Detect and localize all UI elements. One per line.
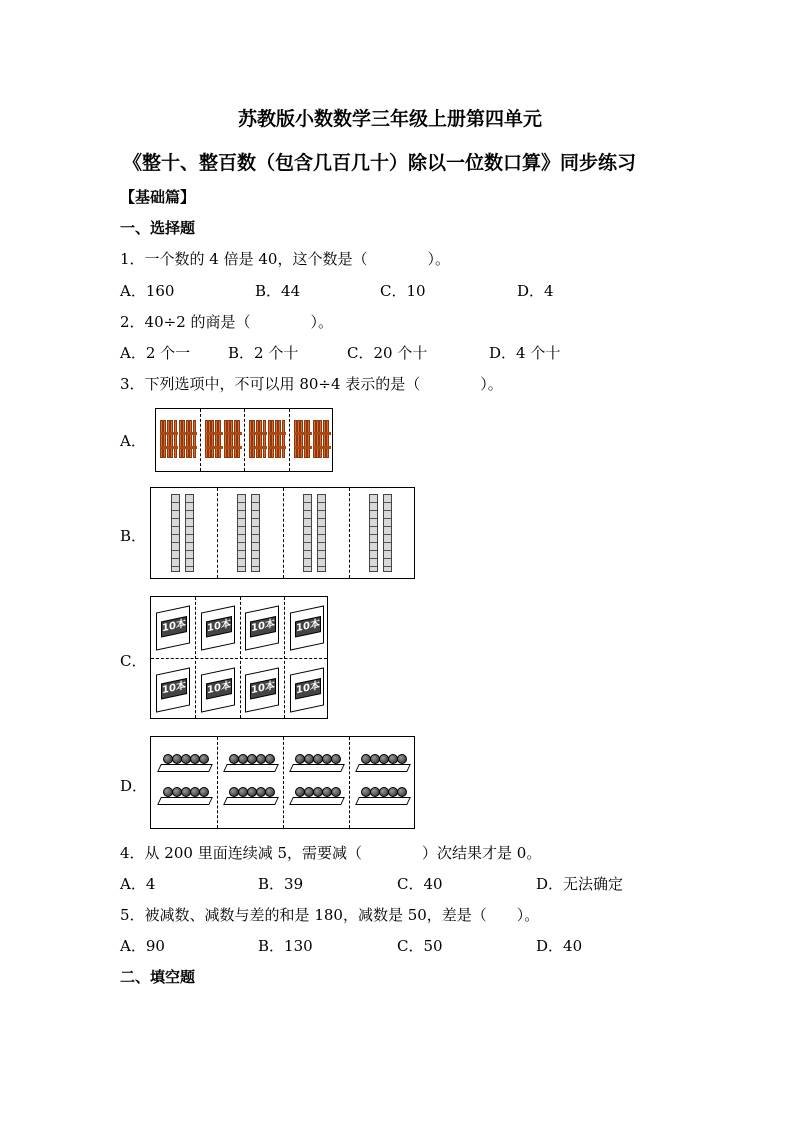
ball-tray-icon — [357, 785, 409, 805]
stick-bundle-icon — [160, 420, 178, 460]
stick-bundle-icon — [224, 420, 242, 460]
stick-bundle-icon — [205, 420, 223, 460]
divider — [151, 658, 327, 659]
q3-option-b-image[interactable] — [150, 487, 415, 579]
q3-option-b-label[interactable]: B． — [120, 527, 147, 545]
ball-tray-icon — [357, 752, 409, 772]
q4-option-d[interactable]: D．无法确定 — [536, 875, 624, 893]
cube-rod-icon — [251, 494, 260, 572]
q3-option-d-image[interactable] — [150, 736, 415, 829]
q5-option-d[interactable]: D．40 — [536, 937, 583, 955]
part1-heading: 一、选择题 — [120, 219, 196, 237]
ball-tray-icon — [225, 785, 277, 805]
stick-bundle-icon — [268, 420, 286, 460]
book-icon — [156, 667, 190, 712]
q5-option-c[interactable]: C．50 — [397, 937, 443, 955]
divider — [349, 737, 350, 828]
book-icon — [245, 667, 279, 712]
stick-bundle-icon — [294, 420, 312, 460]
divider — [200, 409, 201, 471]
q2-option-d[interactable]: D．4 个十 — [489, 344, 561, 362]
question-2: 2．40÷2 的商是（ ）。 — [120, 313, 334, 331]
book-label: 10本 — [206, 678, 232, 700]
question-1: 1．一个数的 4 倍是 40，这个数是（ ）。 — [120, 250, 450, 268]
divider — [349, 488, 350, 578]
page-subtitle: 《整十、整百数（包含几百几十）除以一位数口算》同步练习 — [123, 152, 637, 174]
cube-rod-icon — [237, 494, 246, 572]
book-label: 10本 — [295, 616, 321, 638]
part2-heading: 二、填空题 — [120, 968, 196, 986]
divider — [217, 488, 218, 578]
book-label: 10本 — [206, 616, 232, 638]
question-3: 3．下列选项中，不可以用 80÷4 表示的是（ ）。 — [120, 375, 503, 393]
ball-tray-icon — [291, 785, 343, 805]
q5-option-a[interactable]: A．90 — [120, 937, 165, 955]
q3-option-c-label[interactable]: C． — [120, 652, 147, 670]
divider — [217, 737, 218, 828]
q3-option-a-label[interactable]: A． — [120, 432, 146, 450]
cube-rod-icon — [317, 494, 326, 572]
book-label: 10本 — [161, 678, 187, 700]
q1-option-a[interactable]: A．160 — [120, 282, 175, 300]
section-basic-label: 【基础篇】 — [120, 188, 196, 206]
stick-bundle-icon — [313, 420, 331, 460]
book-label: 10本 — [161, 616, 187, 638]
question-4: 4．从 200 里面连续减 5，需要减（ ）次结果才是 0。 — [120, 844, 542, 862]
page-title: 苏教版小数数学三年级上册第四单元 — [238, 108, 543, 130]
book-icon — [156, 605, 190, 650]
cube-rod-icon — [171, 494, 180, 572]
q5-option-b[interactable]: B．130 — [258, 937, 313, 955]
ball-tray-icon — [225, 752, 277, 772]
q3-option-d-label[interactable]: D． — [120, 777, 148, 795]
book-icon — [290, 667, 324, 712]
q2-option-c[interactable]: C．20 个十 — [347, 344, 428, 362]
q1-option-c[interactable]: C．10 — [380, 282, 426, 300]
divider — [283, 737, 284, 828]
ball-tray-icon — [159, 785, 211, 805]
cube-rod-icon — [185, 494, 194, 572]
q4-option-a[interactable]: A．4 — [120, 875, 156, 893]
question-5: 5．被减数、减数与差的和是 180，减数是 50，差是（ ）。 — [120, 906, 540, 924]
q4-option-b[interactable]: B．39 — [258, 875, 304, 893]
ball-tray-icon — [291, 752, 343, 772]
stick-bundle-icon — [249, 420, 267, 460]
q3-option-a-image[interactable] — [155, 408, 333, 472]
divider — [289, 409, 290, 471]
q3-option-c-image[interactable] — [150, 596, 328, 719]
book-icon — [290, 605, 324, 650]
book-icon — [201, 605, 235, 650]
ball-tray-icon — [159, 752, 211, 772]
cube-rod-icon — [303, 494, 312, 572]
q1-option-d[interactable]: D．4 — [517, 282, 554, 300]
q2-option-b[interactable]: B．2 个十 — [228, 344, 299, 362]
cube-rod-icon — [369, 494, 378, 572]
divider — [244, 409, 245, 471]
cube-rod-icon — [383, 494, 392, 572]
q4-option-c[interactable]: C．40 — [397, 875, 443, 893]
q1-option-b[interactable]: B．44 — [255, 282, 301, 300]
book-label: 10本 — [295, 678, 321, 700]
q2-option-a[interactable]: A．2 个一 — [120, 344, 191, 362]
book-icon — [245, 605, 279, 650]
stick-bundle-icon — [179, 420, 197, 460]
book-label: 10本 — [250, 616, 276, 638]
book-label: 10本 — [250, 678, 276, 700]
book-icon — [201, 667, 235, 712]
divider — [283, 488, 284, 578]
